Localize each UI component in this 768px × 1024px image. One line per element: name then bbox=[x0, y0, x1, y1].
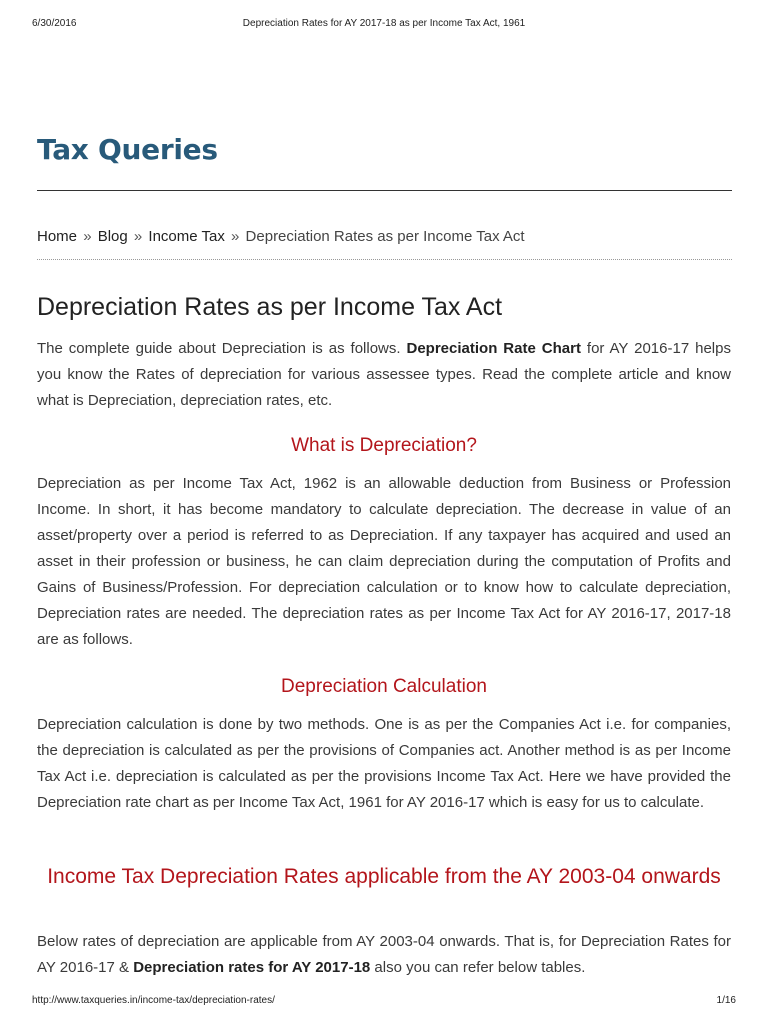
breadcrumb-blog-link[interactable]: Blog bbox=[97, 228, 128, 245]
rates-text: Below rates of depreciation are applicable from AY 2003-04 onwards. That is, for Depreciation Rates for AY 2016-17 & bbox=[37, 933, 731, 976]
depreciation-calculation-heading: Depreciation Calculation bbox=[281, 676, 487, 697]
what-is-depreciation-heading: What is Depreciation? bbox=[291, 435, 477, 456]
print-footer bbox=[0, 995, 768, 1015]
breadcrumb-separator: » bbox=[133, 228, 143, 245]
breadcrumb-current: Depreciation Rates as per Income Tax Act bbox=[245, 228, 525, 245]
breadcrumb-separator: » bbox=[83, 228, 92, 245]
intro-text: The complete guide about Depreciation is as follows. bbox=[37, 340, 407, 357]
intro-text-cont: for AY 2016-17 helps you know the Rates of depreciation for various assessee types. Read the complete article and know what is Depreciation, depreciation rates, etc. bbox=[37, 340, 731, 409]
page-title: Depreciation Rates as per Income Tax Act bbox=[37, 293, 503, 321]
breadcrumb bbox=[37, 228, 525, 245]
depreciation-rates-heading: Income Tax Depreciation Rates applicable from the AY 2003-04 onwards bbox=[47, 865, 721, 888]
print-header bbox=[0, 0, 768, 36]
print-url: http://www.taxqueries.in/income-tax/depreciation-rates/ bbox=[32, 995, 275, 1006]
intro-paragraph bbox=[37, 336, 731, 414]
breadcrumb-divider bbox=[37, 259, 732, 260]
site-title[interactable]: Tax Queries bbox=[37, 133, 218, 166]
print-date: 6/30/2016 bbox=[32, 18, 77, 29]
print-doc-title: Depreciation Rates for AY 2017-18 as per Income Tax Act, 1961 bbox=[242, 18, 526, 29]
breadcrumb-home-link[interactable]: Home bbox=[37, 228, 78, 245]
breadcrumb-separator: » bbox=[231, 228, 240, 245]
depreciation-calculation-paragraph: Depreciation calculation is done by two methods. One is as per the Companies Act i.e. for companies, the depreciation is calculated as per the provisions of Companies act. Another method is as per Income Tax Act i.e. depreciation is calculated as per the provisions Income Tax Act. Here we have provided the Depreciation rate chart as per Income Tax Act, 1961 for AY 2016-17 which is easy for us to calculate. bbox=[37, 716, 731, 811]
rates-bold-text: Depreciation rates for AY 2017-18 bbox=[133, 959, 371, 976]
rates-text-cont: also you can refer below tables. bbox=[370, 959, 586, 976]
depreciation-rates-paragraph bbox=[37, 929, 731, 981]
what-is-depreciation-paragraph: Depreciation as per Income Tax Act, 1962 is an allowable deduction from Business or Profession Income. In short, it has become mandatory to calculate depreciation. The decrease in value of an asset/property over a period is referred to as Depreciation. If any taxpayer has acquired and used an asset in their profession or business, he can claim depreciation during the computation of Profits and Gains of Business/Profession. For depreciation calculation or to know how to calculate depreciation, Depreciation rates are needed. The depreciation rates as per Income Tax Act for AY 2016-17, 2017-18 are as follows. bbox=[37, 475, 731, 648]
page-number: 1/16 bbox=[716, 995, 736, 1006]
title-divider bbox=[37, 190, 732, 191]
breadcrumb-income-tax-link[interactable]: Income Tax bbox=[148, 228, 225, 245]
intro-bold-text: Depreciation Rate Chart bbox=[406, 340, 581, 357]
